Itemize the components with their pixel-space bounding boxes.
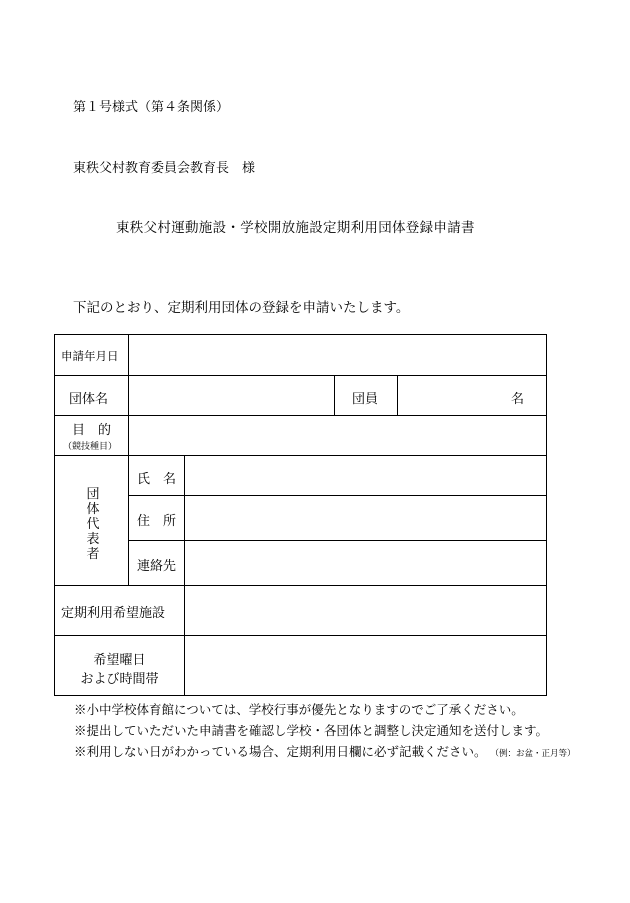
rep-address-field[interactable]	[187, 497, 543, 538]
members-unit: 名	[511, 392, 525, 407]
intro-text: 下記のとおり、定期利用団体の登録を申請いたします。	[73, 300, 410, 316]
row-divider	[128, 495, 546, 496]
representative-char: 代	[86, 517, 100, 532]
application-date-label: 申請年月日	[61, 349, 119, 363]
note-example: （例：お盆・正月等）	[490, 749, 576, 759]
members-label: 団員	[352, 392, 379, 407]
representative-char: 団	[86, 487, 100, 502]
column-divider	[334, 375, 335, 415]
rep-contact-field[interactable]	[187, 542, 543, 583]
days-label-1: 希望曜日	[93, 653, 146, 668]
representative-char: 表	[86, 532, 100, 547]
rep-contact-label: 連絡先	[137, 559, 177, 574]
rep-address-label: 住 所	[137, 514, 177, 529]
column-divider	[184, 455, 185, 695]
days-label-2: および時間帯	[80, 672, 159, 687]
rep-name-label: 氏 名	[137, 472, 177, 487]
application-date-field[interactable]	[131, 337, 543, 373]
representative-label	[85, 487, 101, 562]
group-name-field[interactable]	[131, 377, 331, 413]
note-school-gym: ※小中学校体育館については、学校行事が優先となりますのでご了承ください。	[74, 702, 524, 717]
purpose-label: 目 的	[72, 423, 112, 438]
purpose-sub-label: （競技種目）	[63, 442, 118, 452]
form-number: 第１号様式（第４条関係）	[73, 100, 230, 115]
representative-char: 体	[86, 502, 100, 517]
column-divider	[128, 335, 129, 585]
days-times-field[interactable]	[187, 637, 543, 693]
document-title: 東秩父村運動施設・学校開放施設定期利用団体登録申請書	[116, 220, 475, 236]
application-form-table	[54, 334, 547, 696]
group-name-label: 団体名	[69, 392, 109, 407]
facility-field[interactable]	[187, 587, 543, 633]
notes	[74, 699, 576, 765]
note-notification: ※提出していただいた申請書を確認し学校・各団体と調整し決定通知を送付します。	[74, 723, 549, 738]
row-divider	[128, 540, 546, 541]
purpose-field[interactable]	[131, 417, 543, 453]
note-unused-days-text: ※利用しない日がわかっている場合、定期利用日欄に必ず記載ください。	[74, 744, 487, 759]
rep-name-field[interactable]	[187, 457, 543, 493]
column-divider	[397, 375, 398, 415]
row-divider	[55, 585, 546, 586]
addressee: 東秩父村教育委員会教育長 様	[73, 161, 256, 176]
row-divider	[55, 635, 546, 636]
representative-char: 者	[86, 547, 100, 562]
facility-label: 定期利用希望施設	[61, 606, 166, 621]
note-unused-days	[74, 741, 576, 765]
